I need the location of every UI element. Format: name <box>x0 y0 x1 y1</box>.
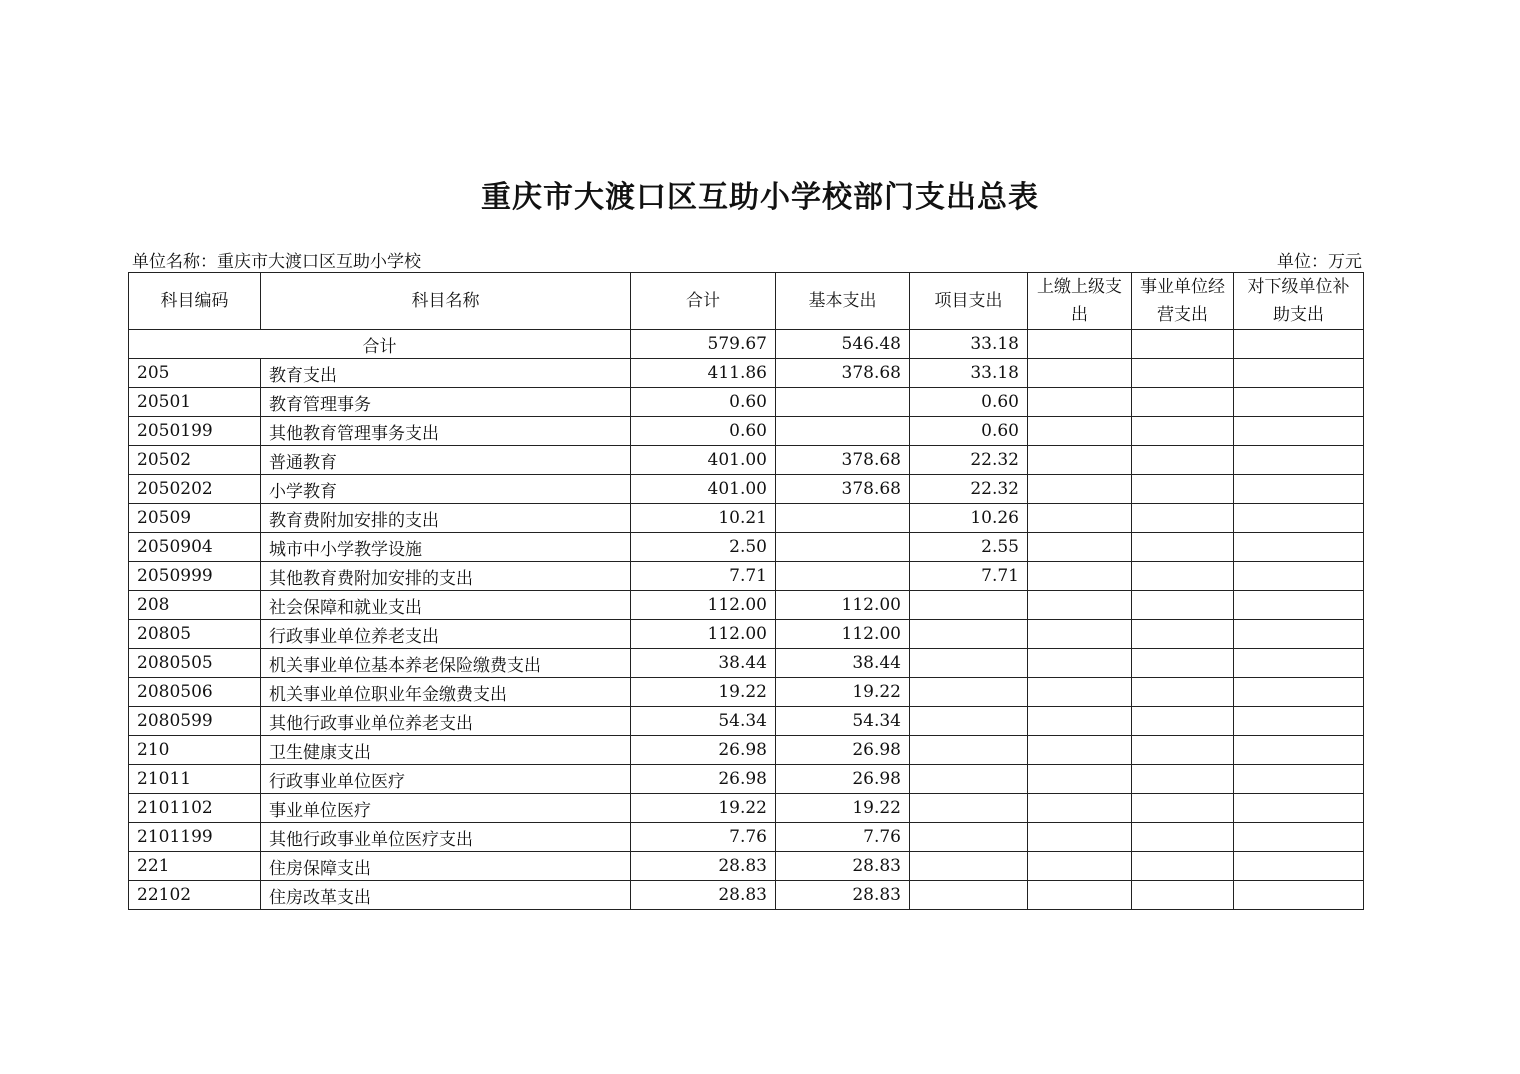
table-row <box>129 678 1364 707</box>
row-project: 2.55 <box>910 533 1028 562</box>
row-upper <box>1028 475 1132 504</box>
row-code: 2080599 <box>129 707 261 736</box>
row-business <box>1132 852 1234 881</box>
row-project: 33.18 <box>910 359 1028 388</box>
row-basic: 378.68 <box>776 359 910 388</box>
row-name: 事业单位医疗 <box>261 794 631 823</box>
row-basic <box>776 562 910 591</box>
row-total: 0.60 <box>631 417 776 446</box>
row-total: 28.83 <box>631 881 776 910</box>
row-name: 教育支出 <box>261 359 631 388</box>
row-basic: 378.68 <box>776 446 910 475</box>
row-code: 2101102 <box>129 794 261 823</box>
row-business <box>1132 417 1234 446</box>
row-project: 0.60 <box>910 388 1028 417</box>
table-row <box>129 736 1364 765</box>
total-upper <box>1028 330 1132 359</box>
row-subsidy <box>1234 562 1364 591</box>
row-upper <box>1028 881 1132 910</box>
row-upper <box>1028 707 1132 736</box>
row-name: 住房改革支出 <box>261 881 631 910</box>
row-project: 10.26 <box>910 504 1028 533</box>
row-basic: 26.98 <box>776 736 910 765</box>
row-business <box>1132 765 1234 794</box>
row-upper <box>1028 649 1132 678</box>
row-upper <box>1028 736 1132 765</box>
table-row <box>129 794 1364 823</box>
row-basic: 19.22 <box>776 678 910 707</box>
row-basic: 112.00 <box>776 591 910 620</box>
row-subsidy <box>1234 388 1364 417</box>
row-name: 住房保障支出 <box>261 852 631 881</box>
total-project: 33.18 <box>910 330 1028 359</box>
row-code: 2050202 <box>129 475 261 504</box>
row-total: 38.44 <box>631 649 776 678</box>
row-total: 112.00 <box>631 591 776 620</box>
row-upper <box>1028 504 1132 533</box>
row-project: 22.32 <box>910 446 1028 475</box>
table-row <box>129 562 1364 591</box>
header-upper: 上缴上级支出 <box>1028 273 1132 330</box>
table-row <box>129 417 1364 446</box>
row-subsidy <box>1234 852 1364 881</box>
row-name: 行政事业单位养老支出 <box>261 620 631 649</box>
row-upper <box>1028 417 1132 446</box>
header-business: 事业单位经营支出 <box>1132 273 1234 330</box>
row-basic: 38.44 <box>776 649 910 678</box>
total-row <box>129 330 1364 359</box>
row-subsidy <box>1234 475 1364 504</box>
row-total: 54.34 <box>631 707 776 736</box>
row-project: 7.71 <box>910 562 1028 591</box>
row-subsidy <box>1234 359 1364 388</box>
row-project: 22.32 <box>910 475 1028 504</box>
row-basic: 7.76 <box>776 823 910 852</box>
row-subsidy <box>1234 707 1364 736</box>
row-code: 208 <box>129 591 261 620</box>
table-row <box>129 359 1364 388</box>
row-name: 行政事业单位医疗 <box>261 765 631 794</box>
row-code: 20509 <box>129 504 261 533</box>
row-subsidy <box>1234 794 1364 823</box>
row-total: 7.71 <box>631 562 776 591</box>
row-name: 教育费附加安排的支出 <box>261 504 631 533</box>
row-total: 411.86 <box>631 359 776 388</box>
row-project <box>910 765 1028 794</box>
row-business <box>1132 591 1234 620</box>
table-row <box>129 707 1364 736</box>
row-subsidy <box>1234 446 1364 475</box>
row-upper <box>1028 562 1132 591</box>
table-row <box>129 446 1364 475</box>
table-body <box>129 330 1364 910</box>
row-business <box>1132 707 1234 736</box>
row-name: 机关事业单位基本养老保险缴费支出 <box>261 649 631 678</box>
row-total: 19.22 <box>631 678 776 707</box>
row-basic: 378.68 <box>776 475 910 504</box>
row-total: 112.00 <box>631 620 776 649</box>
row-business <box>1132 678 1234 707</box>
row-subsidy <box>1234 504 1364 533</box>
total-basic: 546.48 <box>776 330 910 359</box>
row-code: 20501 <box>129 388 261 417</box>
row-business <box>1132 504 1234 533</box>
row-upper <box>1028 533 1132 562</box>
row-subsidy <box>1234 620 1364 649</box>
total-total: 579.67 <box>631 330 776 359</box>
row-name: 其他行政事业单位医疗支出 <box>261 823 631 852</box>
row-subsidy <box>1234 417 1364 446</box>
row-upper <box>1028 823 1132 852</box>
row-project: 0.60 <box>910 417 1028 446</box>
total-label: 合计 <box>129 330 631 359</box>
row-code: 20502 <box>129 446 261 475</box>
row-name: 城市中小学教学设施 <box>261 533 631 562</box>
table-row <box>129 852 1364 881</box>
row-total: 28.83 <box>631 852 776 881</box>
row-upper <box>1028 852 1132 881</box>
row-upper <box>1028 765 1132 794</box>
currency-unit-label: 单位：万元 <box>1277 252 1362 272</box>
expenditure-table <box>128 272 1364 910</box>
row-basic <box>776 504 910 533</box>
row-basic: 26.98 <box>776 765 910 794</box>
row-code: 221 <box>129 852 261 881</box>
row-business <box>1132 533 1234 562</box>
row-upper <box>1028 794 1132 823</box>
row-name: 小学教育 <box>261 475 631 504</box>
row-total: 2.50 <box>631 533 776 562</box>
row-upper <box>1028 359 1132 388</box>
row-business <box>1132 359 1234 388</box>
row-basic: 28.83 <box>776 881 910 910</box>
row-upper <box>1028 678 1132 707</box>
table-header <box>129 273 1364 330</box>
row-name: 教育管理事务 <box>261 388 631 417</box>
row-project <box>910 823 1028 852</box>
row-subsidy <box>1234 591 1364 620</box>
table-row <box>129 765 1364 794</box>
row-project <box>910 852 1028 881</box>
row-subsidy <box>1234 736 1364 765</box>
row-code: 20805 <box>129 620 261 649</box>
row-project <box>910 736 1028 765</box>
row-basic: 54.34 <box>776 707 910 736</box>
row-basic: 19.22 <box>776 794 910 823</box>
row-business <box>1132 620 1234 649</box>
row-name: 卫生健康支出 <box>261 736 631 765</box>
row-subsidy <box>1234 649 1364 678</box>
row-name: 其他教育费附加安排的支出 <box>261 562 631 591</box>
row-project <box>910 881 1028 910</box>
row-project <box>910 707 1028 736</box>
row-project <box>910 591 1028 620</box>
row-total: 0.60 <box>631 388 776 417</box>
row-total: 401.00 <box>631 446 776 475</box>
header-basic: 基本支出 <box>776 273 910 330</box>
row-total: 26.98 <box>631 765 776 794</box>
row-total: 7.76 <box>631 823 776 852</box>
row-business <box>1132 475 1234 504</box>
table-row <box>129 533 1364 562</box>
header-subsidy: 对下级单位补助支出 <box>1234 273 1364 330</box>
header-project: 项目支出 <box>910 273 1028 330</box>
row-business <box>1132 388 1234 417</box>
header-total: 合计 <box>631 273 776 330</box>
row-project <box>910 649 1028 678</box>
row-total: 26.98 <box>631 736 776 765</box>
header-name: 科目名称 <box>261 273 631 330</box>
row-name: 其他教育管理事务支出 <box>261 417 631 446</box>
row-business <box>1132 794 1234 823</box>
row-code: 2080505 <box>129 649 261 678</box>
table-row <box>129 823 1364 852</box>
row-subsidy <box>1234 533 1364 562</box>
table-row <box>129 388 1364 417</box>
row-subsidy <box>1234 678 1364 707</box>
row-upper <box>1028 388 1132 417</box>
row-code: 22102 <box>129 881 261 910</box>
row-code: 210 <box>129 736 261 765</box>
row-project <box>910 794 1028 823</box>
total-subsidy <box>1234 330 1364 359</box>
row-code: 205 <box>129 359 261 388</box>
table-row <box>129 591 1364 620</box>
row-business <box>1132 562 1234 591</box>
row-business <box>1132 881 1234 910</box>
table-row <box>129 620 1364 649</box>
row-basic <box>776 417 910 446</box>
table-row <box>129 881 1364 910</box>
row-project <box>910 678 1028 707</box>
row-business <box>1132 736 1234 765</box>
row-upper <box>1028 591 1132 620</box>
row-business <box>1132 823 1234 852</box>
table-row <box>129 649 1364 678</box>
row-subsidy <box>1234 823 1364 852</box>
row-subsidy <box>1234 881 1364 910</box>
row-total: 401.00 <box>631 475 776 504</box>
row-name: 社会保障和就业支出 <box>261 591 631 620</box>
row-business <box>1132 446 1234 475</box>
row-name: 其他行政事业单位养老支出 <box>261 707 631 736</box>
total-business <box>1132 330 1234 359</box>
row-code: 2101199 <box>129 823 261 852</box>
page-title: 重庆市大渡口区互助小学校部门支出总表 <box>481 180 1039 215</box>
row-basic: 28.83 <box>776 852 910 881</box>
table-row <box>129 475 1364 504</box>
row-code: 2050199 <box>129 417 261 446</box>
row-upper <box>1028 446 1132 475</box>
row-code: 21011 <box>129 765 261 794</box>
row-code: 2050999 <box>129 562 261 591</box>
row-name: 普通教育 <box>261 446 631 475</box>
row-total: 10.21 <box>631 504 776 533</box>
unit-name-label: 单位名称：重庆市大渡口区互助小学校 <box>132 252 421 272</box>
row-subsidy <box>1234 765 1364 794</box>
row-business <box>1132 649 1234 678</box>
table-row <box>129 504 1364 533</box>
row-name: 机关事业单位职业年金缴费支出 <box>261 678 631 707</box>
row-basic: 112.00 <box>776 620 910 649</box>
row-upper <box>1028 620 1132 649</box>
row-code: 2050904 <box>129 533 261 562</box>
row-basic <box>776 533 910 562</box>
row-basic <box>776 388 910 417</box>
row-code: 2080506 <box>129 678 261 707</box>
row-total: 19.22 <box>631 794 776 823</box>
row-project <box>910 620 1028 649</box>
header-code: 科目编码 <box>129 273 261 330</box>
